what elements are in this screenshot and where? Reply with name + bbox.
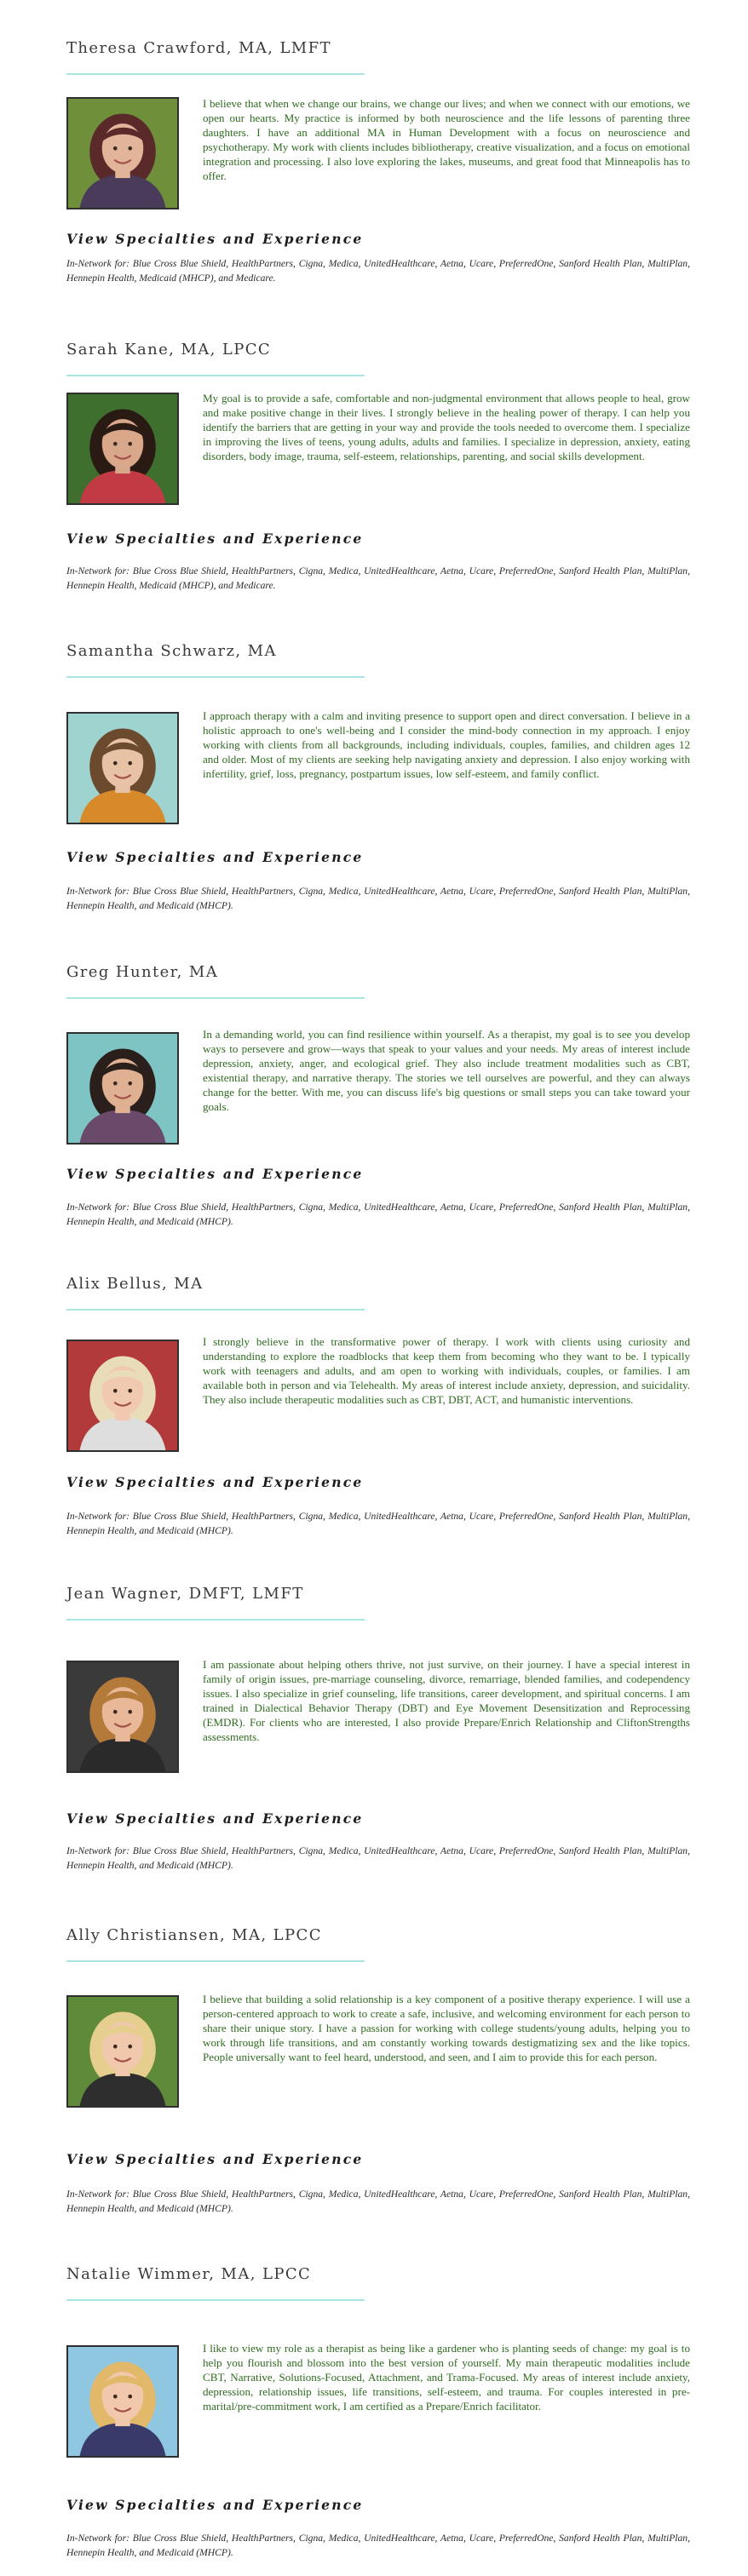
therapist-photo	[66, 1661, 179, 1773]
in-network-insurers: In-Network for: Blue Cross Blue Shield, HealthPartners, Cigna, Medica, UnitedHealthcare, Aetna, Ucare, PreferredOne, Sanford Health Plan, MultiPlan, Hennepin Health, Medicaid (MHCP), and Medicare.	[66, 565, 690, 591]
therapist-bio: My goal is to provide a safe, comfortable and non-judgmental environment that allows people to heal, grow and make positive change in their lives. I strongly believe in the healing power of therapy. I can help you identify the barriers that are getting in your way and provide the tools needed to overcome them. I specialize in improving the lives of teens, young adults, adults and families. I specialize in depression, anxiety, eating disorders, body image, trauma, self-esteem, relationships, parenting, and social skills development.	[203, 392, 690, 462]
portrait-graphic	[68, 1034, 177, 1143]
view-specialties-link[interactable]: View Specialties and Experience	[66, 2151, 364, 2167]
therapist-name: Natalie Wimmer, MA, LPCC	[66, 2265, 312, 2283]
name-divider	[66, 2299, 365, 2301]
in-network-insurers: In-Network for: Blue Cross Blue Shield, HealthPartners, Cigna, Medica, UnitedHealthcare, Aetna, Ucare, PreferredOne, Sanford Health Plan, MultiPlan, Hennepin Health, and Medicaid (MHCP).	[66, 2189, 690, 2214]
therapist-bio: In a demanding world, you can find resilience within yourself. As a therapist, my goal is to see you develop ways to persevere and grow—ways that speak to your values and your needs. My areas of interest include depression, anxiety, anger, and ecological grief. They also include treatment modalities such as CBT, existential therapy, and narrative therapy. The stories we tell ourselves are powerful, and they can always change for the better. With me, you can discuss life's big questions or small steps you can take toward your goals.	[203, 1028, 690, 1113]
name-divider	[66, 1309, 365, 1311]
therapist-name: Alix Bellus, MA	[66, 1275, 204, 1293]
therapist-bio: I believe that when we change our brains, we change our lives; and when we connect with our emotions, we open our hearts. My practice is informed by both neuroscience and the life lessons of parenting three daughters. I have an additional MA in Human Development with a focus on neuroscience and psychotherapy. My work with clients includes bibliotherapy, creative visualization, and a focus on emotional integration and processing. I also love exploring the lakes, museums, and great food that Minneapolis has to offer.	[203, 97, 690, 182]
view-specialties-link[interactable]: View Specialties and Experience	[66, 2497, 364, 2513]
portrait-graphic	[68, 99, 177, 208]
therapist-photo	[66, 2345, 179, 2458]
view-specialties-link[interactable]: View Specialties and Experience	[66, 531, 364, 547]
portrait-graphic	[68, 2347, 177, 2456]
view-specialties-link[interactable]: View Specialties and Experience	[66, 849, 364, 865]
therapist-name: Ally Christiansen, MA, LPCC	[66, 1926, 322, 1944]
name-divider	[66, 997, 365, 999]
therapist-name: Samantha Schwarz, MA	[66, 642, 277, 660]
in-network-insurers: In-Network for: Blue Cross Blue Shield, HealthPartners, Cigna, Medica, UnitedHealthcare, Aetna, Ucare, PreferredOne, Sanford Health Plan, MultiPlan, Hennepin Health, and Medicaid (MHCP).	[66, 1511, 690, 1536]
therapist-name: Jean Wagner, DMFT, LMFT	[66, 1585, 304, 1603]
therapist-photo	[66, 712, 179, 824]
therapist-photo	[66, 393, 179, 505]
in-network-insurers: In-Network for: Blue Cross Blue Shield, HealthPartners, Cigna, Medica, UnitedHealthcare, Aetna, Ucare, PreferredOne, Sanford Health Plan, MultiPlan, Hennepin Health, Medicaid (MHCP), and Medicare.	[66, 258, 690, 284]
in-network-insurers: In-Network for: Blue Cross Blue Shield, HealthPartners, Cigna, Medica, UnitedHealthcare, Aetna, Ucare, PreferredOne, Sanford Health Plan, MultiPlan, Hennepin Health, and Medicaid (MHCP).	[66, 1845, 690, 1871]
name-divider	[66, 1619, 365, 1621]
name-divider	[66, 676, 365, 678]
therapist-name: Theresa Crawford, MA, LMFT	[66, 39, 331, 57]
therapist-bio: I believe that building a solid relationship is a key component of a positive therapy experience. I will use a person-centered approach to work to create a safe, inclusive, and welcoming environment for each person to share their unique story. I have a passion for working with college students/young adults, helping you to work through life transitions, and am constantly working towards destigmatizing sex and the like topics. People universally want to feel heard, understood, and seen, and I aim to provide this for each person.	[203, 1993, 690, 2063]
portrait-graphic	[68, 1997, 177, 2106]
therapist-bio: I am passionate about helping others thrive, not just survive, on their journey. I have a special interest in family of origin issues, pre-marriage counseling, divorce, remarriage, blended families, and codependency issues. I also specialize in grief counseling, life transitions, career development, and spiritual concerns. I am trained in Dialectical Behavior Therapy (DBT) and Eye Movement Desensitization and Reprocessing (EMDR). For clients who are interested, I also provide Prepare/Enrich Relationship and CliftonStrengths assessments.	[203, 1658, 690, 1743]
view-specialties-link[interactable]: View Specialties and Experience	[66, 1166, 364, 1182]
therapist-bio: I strongly believe in the transformative power of therapy. I work with clients using curiosity and understanding to explore the roadblocks that keep them from becoming who they want to be. I typically work with teenagers and adults, and am open to working with individuals, couples, or families. I am available both in person and via Telehealth. My areas of interest include anxiety, depression, and suicidality. They also include therapeutic modalities such as CBT, DBT, ACT, and humanistic interventions.	[203, 1335, 690, 1406]
therapist-bio: I like to view my role as a therapist as being like a gardener who is planting seeds of change: my goal is to help you flourish and blossom into the best version of yourself. My main therapeutic modalities include CBT, Narrative, Solutions-Focused, Attachment, and Trama-Focused. My areas of interest include anxiety, depression, relationship issues, life transitions, self-esteem, and trauma. For couples interested in pre-marital/pre-commitment work, I am certified as a Prepare/Enrich facilitator.	[203, 2342, 690, 2412]
therapist-photo	[66, 1032, 179, 1145]
therapist-photo	[66, 97, 179, 209]
view-specialties-link[interactable]: View Specialties and Experience	[66, 1810, 364, 1827]
portrait-graphic	[68, 1662, 177, 1771]
therapist-bio: I approach therapy with a calm and inviting presence to support open and direct conversation. I believe in a holistic approach to one's well-being and I consider the mind-body connection in my approach. I enjoy working with clients from all backgrounds, including individuals, couples, families, and children ages 12 and older. Most of my clients are seeking help navigating anxiety and depression. I also enjoy working with infertility, grief, loss, pregnancy, postpartum issues, low self-esteem, and family conflict.	[203, 709, 690, 780]
name-divider	[66, 1960, 365, 1962]
therapist-photo	[66, 1995, 179, 2108]
name-divider	[66, 73, 365, 75]
view-specialties-link[interactable]: View Specialties and Experience	[66, 1474, 364, 1490]
name-divider	[66, 375, 365, 376]
therapist-name: Greg Hunter, MA	[66, 963, 219, 981]
therapist-name: Sarah Kane, MA, LPCC	[66, 341, 272, 359]
in-network-insurers: In-Network for: Blue Cross Blue Shield, HealthPartners, Cigna, Medica, UnitedHealthcare, Aetna, Ucare, PreferredOne, Sanford Health Plan, MultiPlan, Hennepin Health, and Medicaid (MHCP).	[66, 2533, 690, 2558]
portrait-graphic	[68, 1341, 177, 1450]
portrait-graphic	[68, 394, 177, 503]
in-network-insurers: In-Network for: Blue Cross Blue Shield, HealthPartners, Cigna, Medica, UnitedHealthcare, Aetna, Ucare, PreferredOne, Sanford Health Plan, MultiPlan, Hennepin Health, and Medicaid (MHCP).	[66, 1202, 690, 1227]
therapist-photo	[66, 1340, 179, 1452]
in-network-insurers: In-Network for: Blue Cross Blue Shield, HealthPartners, Cigna, Medica, UnitedHealthcare, Aetna, Ucare, PreferredOne, Sanford Health Plan, MultiPlan, Hennepin Health, and Medicaid (MHCP).	[66, 886, 690, 911]
portrait-graphic	[68, 714, 177, 823]
view-specialties-link[interactable]: View Specialties and Experience	[66, 231, 364, 247]
